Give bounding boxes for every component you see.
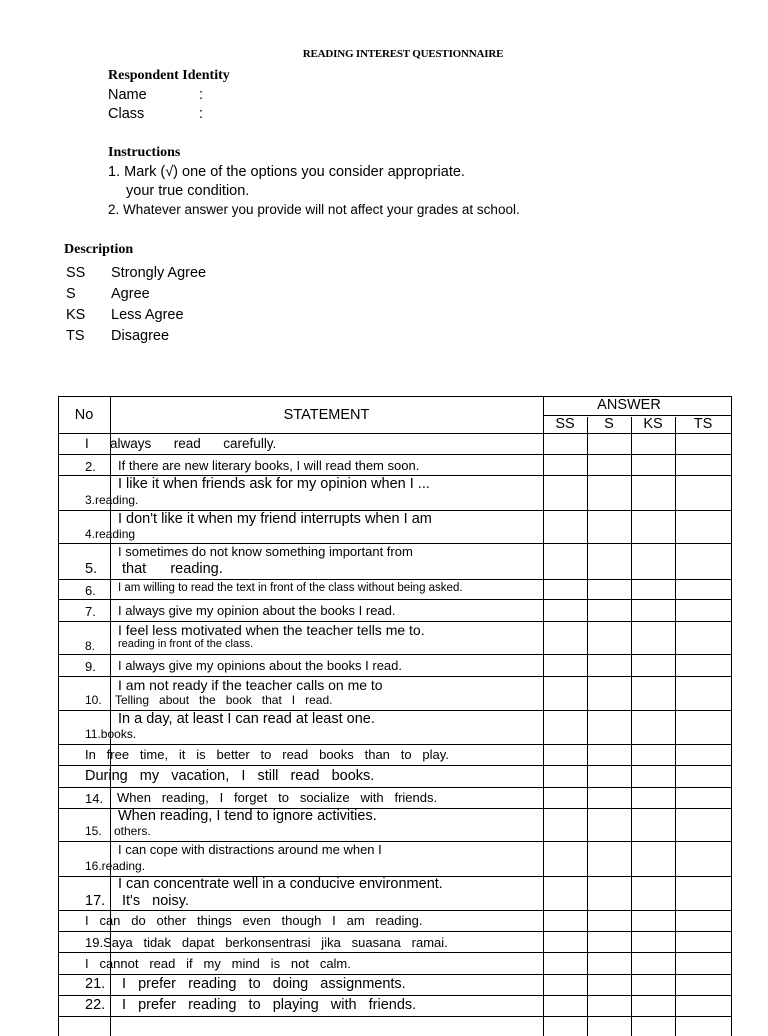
grid-line: [58, 454, 732, 455]
grid-line: [58, 654, 732, 655]
class-colon: :: [199, 106, 204, 122]
name-colon: :: [199, 87, 204, 103]
row-number: 3.reading.: [85, 493, 139, 507]
row-number: 4.reading: [85, 527, 136, 541]
grid-line: [543, 396, 544, 1036]
legend-code: KS: [66, 307, 86, 323]
statement-text: I prefer reading to doing assignments.: [122, 976, 406, 992]
column-header-answer: ANSWER: [597, 397, 661, 413]
row-number: 22.: [85, 997, 106, 1013]
questionnaire-table: [58, 396, 732, 1036]
row-number: 6.: [85, 583, 96, 598]
row-number: 9.: [85, 659, 96, 674]
grid-line: [731, 396, 732, 1036]
statement-text: others.: [114, 824, 151, 838]
option-header-ss: SS: [555, 416, 575, 432]
legend-meaning: Less Agree: [111, 307, 184, 323]
statement-text: I like it when friends ask for my opinion when I ...: [118, 476, 430, 492]
statement-text: Telling about the book that I read.: [115, 693, 333, 707]
legend-code: S: [66, 286, 76, 302]
statement-text: It's noisy.: [122, 893, 189, 909]
statement-text: When reading, I forget to socialize with friends.: [117, 790, 438, 805]
statement-text: I sometimes do not know something important from: [118, 544, 413, 559]
statement-text: I always give my opinion about the books I read.: [118, 603, 396, 618]
statement-text: always read carefully.: [110, 436, 277, 451]
grid-line: [58, 599, 732, 600]
row-number: 14.: [85, 791, 104, 806]
grid-line: [58, 910, 732, 911]
statement-text: 19.Saya tidak dapat berkonsentrasi jika suasana ramai.: [85, 935, 448, 950]
instruction-1: 1. Mark (√) one of the options you consider appropriate.: [108, 164, 465, 180]
legend-meaning: Agree: [111, 286, 150, 302]
grid-line: [58, 974, 732, 975]
description-heading: Description: [64, 242, 134, 257]
instruction-1-continued: your true condition.: [126, 183, 250, 199]
column-header-statement: STATEMENT: [283, 407, 370, 423]
grid-line: [58, 765, 732, 766]
grid-line: [58, 433, 732, 434]
row-number: 10.: [85, 693, 102, 707]
grid-line: [58, 787, 732, 788]
statement-text: I always give my opinions about the books I read.: [118, 658, 402, 673]
row-number: 16.reading.: [85, 859, 146, 873]
row-number: 17.: [85, 893, 106, 909]
legend-meaning: Disagree: [111, 328, 170, 344]
instruction-2: 2. Whatever answer you provide will not affect your grades at school.: [108, 202, 520, 217]
grid-line: [58, 579, 732, 580]
row-number: 8.: [85, 639, 96, 653]
statement-text: I prefer reading to playing with friends.: [122, 997, 417, 1013]
row-number: 5.: [85, 561, 98, 577]
statement-text: I can concentrate well in a conducive environment.: [118, 876, 443, 892]
instructions-heading: Instructions: [108, 145, 181, 160]
row-number: 21.: [85, 976, 106, 992]
statement-text: I cannot read if my mind is not calm.: [85, 956, 351, 971]
column-header-no: No: [74, 407, 94, 423]
row-number: 11.books.: [85, 727, 137, 741]
grid-line: [58, 995, 732, 996]
row-number: 7.: [85, 604, 96, 619]
grid-line: [58, 744, 732, 745]
statement-text: I don't like it when my friend interrupts when I am: [118, 511, 432, 527]
statement-text: I am willing to read the text in front of the class without being asked.: [118, 582, 463, 594]
option-header-s: S: [604, 416, 614, 432]
grid-line: [58, 1016, 732, 1017]
statement-text: In free time, it is better to read books than to play.: [85, 747, 449, 762]
grid-line: [58, 396, 59, 1036]
statement-text: I can do other things even though I am reading.: [85, 913, 423, 928]
row-number: 15.: [85, 824, 102, 838]
option-header-ts: TS: [693, 416, 713, 432]
document-title: READING INTEREST QUESTIONNAIRE: [302, 48, 504, 60]
row-number: 2.: [85, 459, 96, 474]
statement-text: If there are new literary books, I will read them soon.: [118, 458, 420, 473]
statement-text: During my vacation, I still read books.: [85, 768, 375, 784]
class-label: Class: [108, 106, 145, 122]
statement-text: When reading, I tend to ignore activities.: [118, 808, 377, 824]
legend-code: SS: [66, 265, 86, 281]
grid-line: [58, 952, 732, 953]
statement-text: In a day, at least I can read at least one.: [118, 711, 375, 727]
statement-text: I am not ready if the teacher calls on me to: [118, 677, 383, 693]
statement-text: I can cope with distractions around me when I: [118, 842, 382, 857]
option-header-ks: KS: [643, 416, 663, 432]
statement-text: that reading.: [122, 561, 223, 577]
statement-text: I feel less motivated when the teacher tells me to.: [118, 622, 425, 638]
statement-text: I: [85, 436, 89, 451]
respondent-heading: Respondent Identity: [108, 68, 230, 83]
grid-line: [58, 931, 732, 932]
legend-meaning: Strongly Agree: [111, 265, 207, 281]
name-label: Name: [108, 87, 147, 103]
legend-code: TS: [66, 328, 85, 344]
statement-text: reading in front of the class.: [118, 638, 254, 650]
